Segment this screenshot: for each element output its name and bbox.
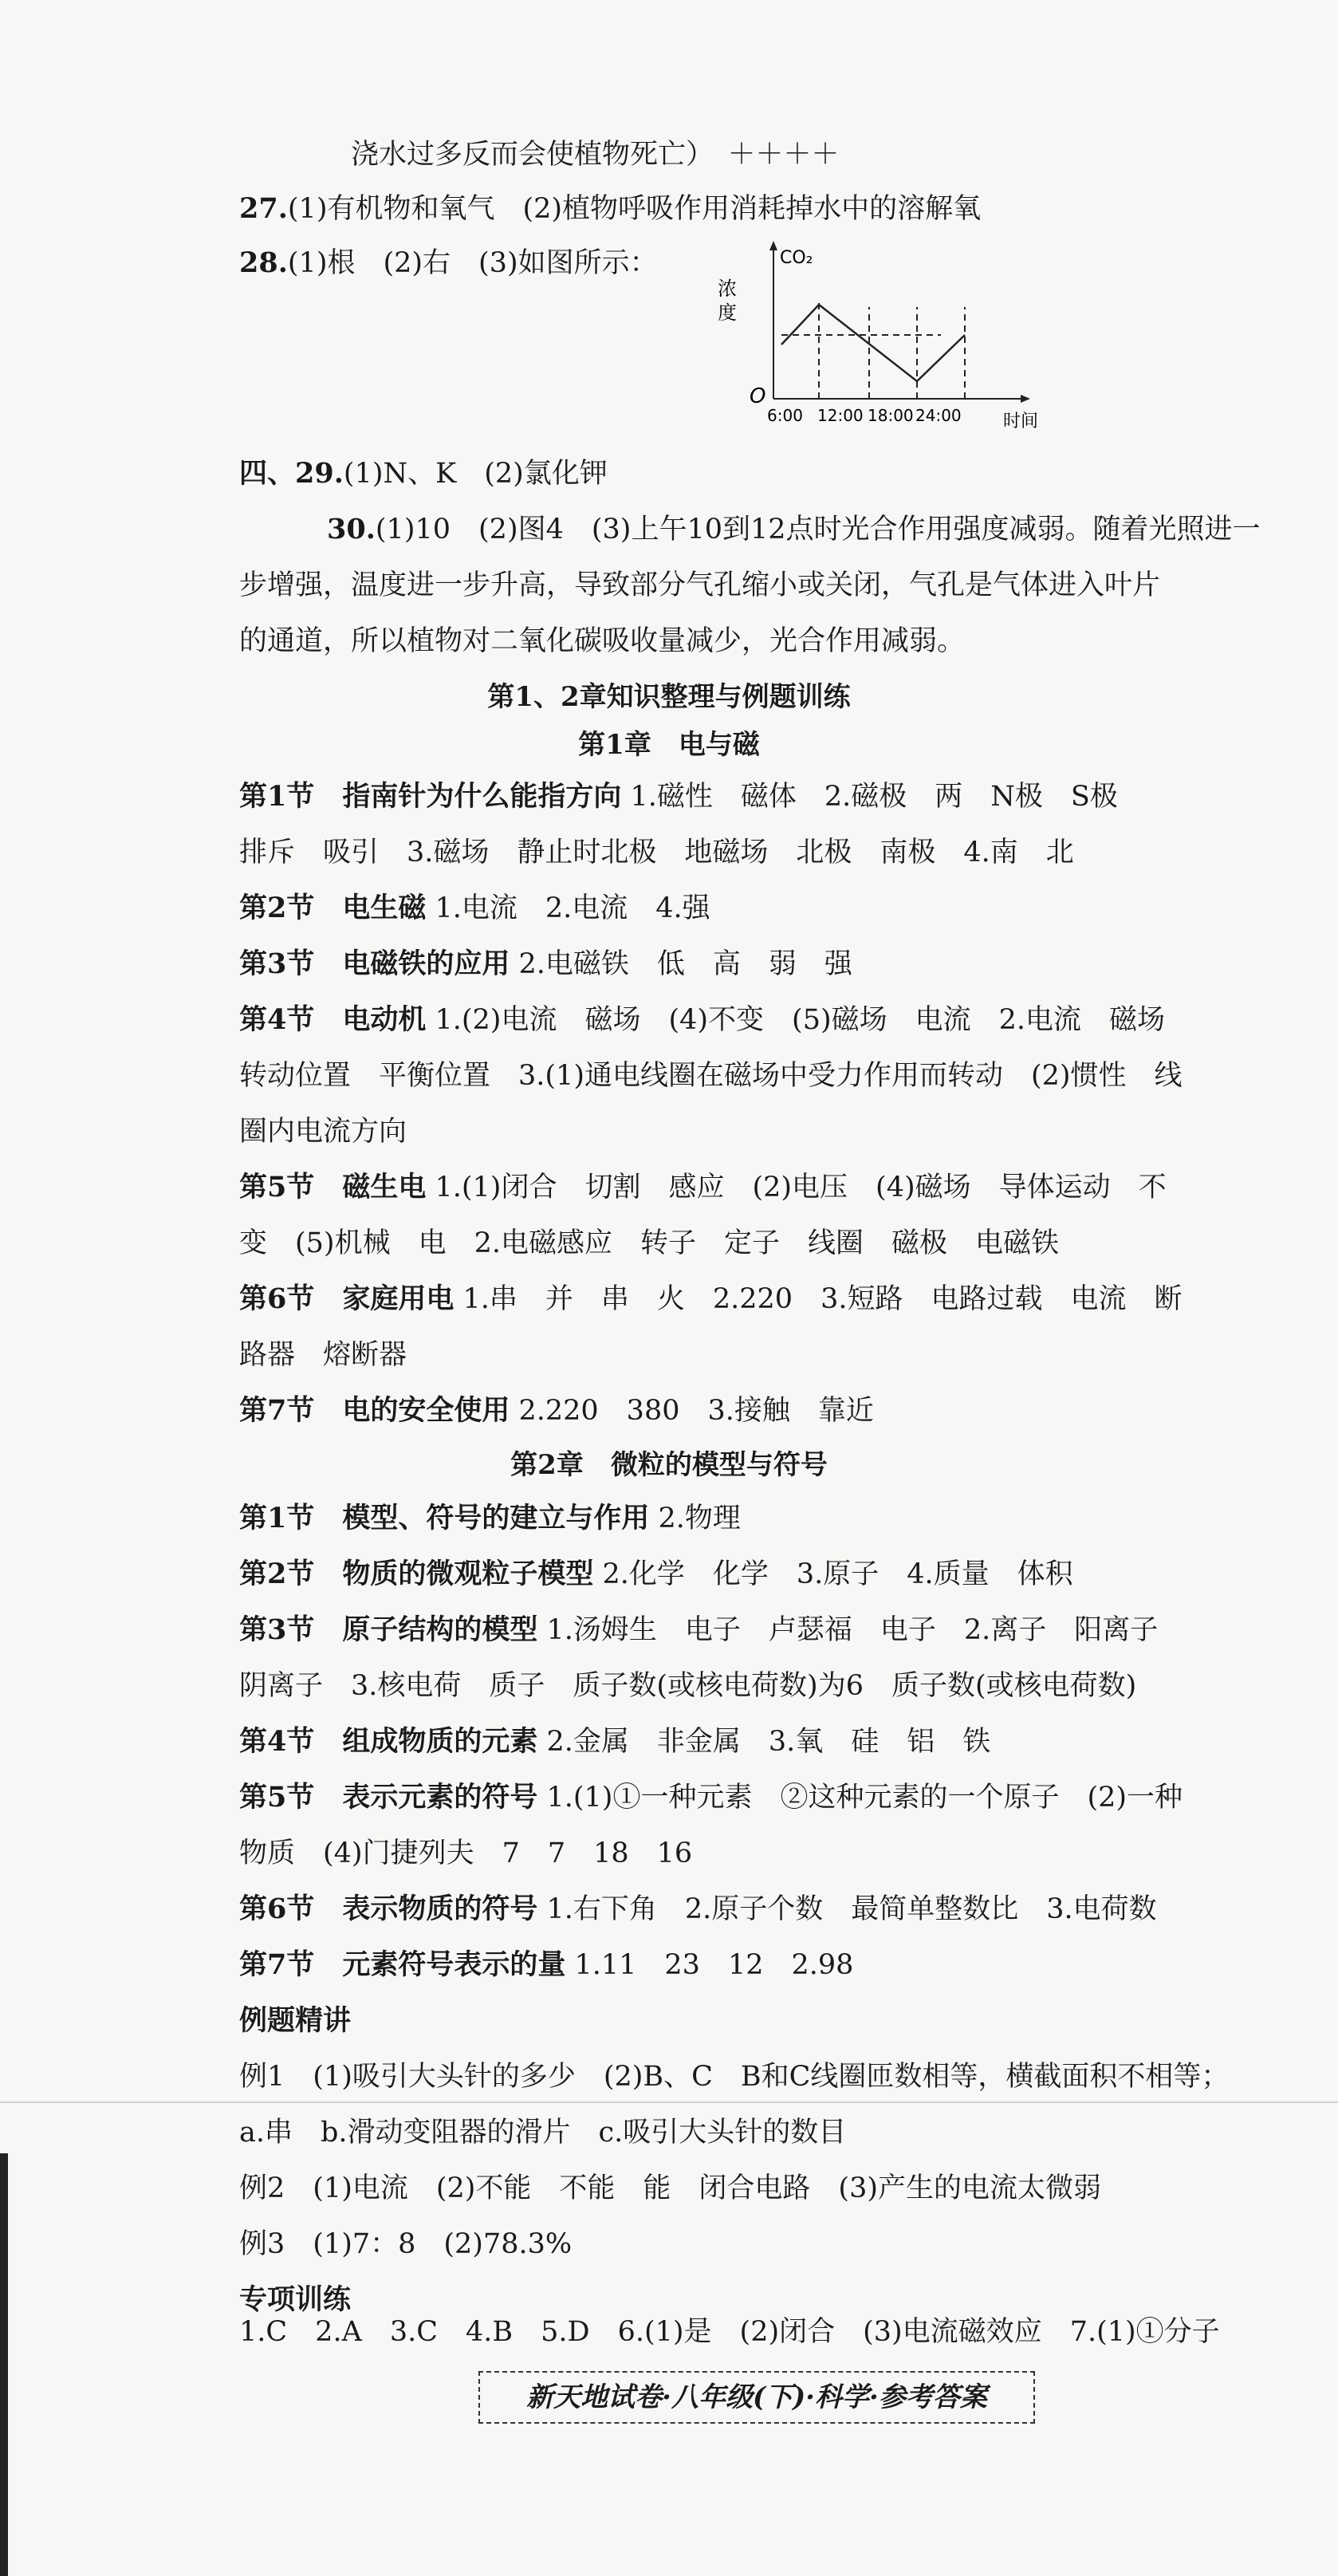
chart-y-label-1: 浓 — [718, 278, 737, 300]
answer-text: 例3 (1)7：8 (2)78.3% — [239, 2228, 573, 2260]
chapter-line — [239, 945, 852, 983]
answer-text: 2.金属 非金属 3.氧 硅 铝 铁 — [537, 1726, 991, 1758]
answer-line — [239, 622, 965, 660]
section-label: 第2节 电生磁 — [239, 892, 427, 924]
section-label: 第7节 元素符号表示的量 — [239, 1948, 566, 1981]
chapter-line — [239, 1057, 1183, 1095]
answer-text: (1)N、K (2)氯化钾 — [343, 458, 608, 490]
answer-text: 1.串 并 串 火 2.220 3.短路 电路过载 电流 断 — [454, 1283, 1183, 1315]
answer-text: 变 (5)机械 电 2.电磁感应 转子 定子 线圈 磁极 电磁铁 — [239, 1227, 1059, 1259]
chapter-line — [239, 1723, 990, 1761]
section-label: 第6节 表示物质的符号 — [239, 1893, 538, 1925]
chapter-line — [239, 1392, 874, 1430]
section-label: 第2节 物质的微观粒子模型 — [239, 1558, 594, 1590]
answer-text: (1)有机物和氧气 (2)植物呼吸作用消耗掉水中的溶解氧 — [287, 193, 982, 225]
answer-text: 物质 (4)门捷列夫 7 7 18 16 — [239, 1837, 693, 1869]
chart-x-arrow — [1021, 395, 1030, 403]
footer-banner: 新天地试卷·八年级(下)·科学·参考答案 — [478, 2371, 1035, 2424]
answer-text: 的通道，所以植物对二氧化碳吸收量减少，光合作用减弱。 — [239, 625, 966, 657]
chart-origin: O — [750, 384, 766, 408]
training-title: 专项训练 — [239, 2283, 352, 2316]
chapter-line — [239, 1113, 407, 1151]
question-number: 30. — [327, 513, 376, 546]
chapter-line — [239, 889, 710, 928]
answer-text: 排斥 吸引 3.磁场 静止时北极 地磁场 北极 南极 4.南 北 — [239, 837, 1074, 869]
examples-title: 例题精讲 — [239, 2004, 352, 2037]
page-fold-line — [0, 2101, 1338, 2103]
answer-text: 阴离子 3.核电荷 质子 质子数(或核电荷数)为6 质子数(或核电荷数) — [239, 1670, 1137, 1702]
answer-text: 1.11 23 12 2.98 — [565, 1949, 854, 1981]
chart-x-label: 时间 — [1003, 412, 1039, 431]
example-line — [239, 2058, 1229, 2096]
question-number: 27. — [239, 192, 288, 225]
answer-text: 圈内电流方向 — [239, 1116, 407, 1148]
chapter-line — [239, 1834, 692, 1873]
section-label: 第5节 表示元素的符号 — [239, 1781, 538, 1814]
answer-line — [239, 190, 981, 228]
answer-text: 2.化学 化学 3.原子 4.质量 体积 — [593, 1558, 1073, 1590]
co2-concentration-chart — [702, 239, 1068, 431]
answer-text: 1.电流 2.电流 4.强 — [426, 892, 710, 924]
section-label: 第5节 磁生电 — [239, 1171, 427, 1203]
example-line — [239, 2113, 846, 2152]
answer-line — [239, 566, 1160, 605]
answer-text: 1.磁性 磁体 2.磁极 两 N极 S极 — [621, 781, 1118, 813]
chart-x-tick: 24:00 — [915, 406, 962, 425]
chapter-line — [239, 1946, 853, 1984]
answer-line — [327, 510, 1261, 549]
chart-x-tick: 6:00 — [767, 406, 803, 425]
chart-x-ticks — [767, 406, 962, 425]
chart-y-label-2: 度 — [718, 301, 737, 324]
left-edge-shadow — [0, 2153, 8, 2576]
chapter-line — [239, 1224, 1059, 1262]
section-label: 第1节 指南针为什么能指方向 — [239, 780, 622, 813]
chapter-line — [239, 1778, 1183, 1817]
section-label: 第6节 家庭用电 — [239, 1282, 455, 1315]
section-heading: 第1、2章知识整理与例题训练 — [487, 681, 851, 713]
answer-text: 浇水过多反而会使植物死亡） ＋＋＋＋ — [351, 139, 840, 171]
answer-text: 1.右下角 2.原子个数 最简单整数比 3.电荷数 — [537, 1893, 1157, 1925]
answer-text: 例2 (1)电流 (2)不能 不能 能 闭合电路 (3)产生的电流太微弱 — [239, 2172, 1102, 2204]
chapter-line — [239, 1001, 1165, 1039]
section-label: 第7节 电的安全使用 — [239, 1394, 510, 1427]
answer-text: 路器 熔断器 — [239, 1339, 407, 1371]
section-label: 第4节 电动机 — [239, 1003, 427, 1036]
chapter2-heading: 第2章 微粒的模型与符号 — [510, 1449, 828, 1481]
example-line — [239, 2225, 572, 2263]
question-number: 四、29. — [239, 457, 344, 490]
answer-text: 1.(1)①一种元素 ②这种元素的一个原子 (2)一种 — [537, 1782, 1183, 1814]
answer-line — [239, 244, 658, 282]
section-label: 第3节 电磁铁的应用 — [239, 947, 510, 980]
answer-text: 1.(2)电流 磁场 (4)不变 (5)磁场 电流 2.电流 磁场 — [426, 1004, 1166, 1036]
section-label: 第1节 模型、符号的建立与作用 — [239, 1502, 650, 1534]
section-label: 第3节 原子结构的模型 — [239, 1613, 538, 1646]
answer-text: a.串 b.滑动变阻器的滑片 c.吸引大头针的数目 — [239, 2117, 847, 2149]
answer-text: (1)10 (2)图4 (3)上午10到12点时光合作用强度减弱。随着光照进一 — [375, 514, 1261, 546]
chapter-line — [239, 1499, 741, 1538]
chapter-line — [239, 1890, 1157, 1928]
chart-dashed-lines — [781, 303, 965, 399]
chart-y-label-top: CO₂ — [780, 248, 813, 268]
chapter-line — [239, 1168, 1167, 1207]
section-label: 第4节 组成物质的元素 — [239, 1725, 538, 1758]
chart-x-tick: 12:00 — [817, 406, 864, 425]
answer-line — [351, 136, 840, 174]
answer-text: 2.220 380 3.接触 靠近 — [510, 1395, 874, 1427]
chapter-line — [239, 1667, 1136, 1705]
chapter-line — [239, 833, 1074, 872]
chapter1-heading: 第1章 电与磁 — [578, 729, 760, 761]
answer-text: 例1 (1)吸引大头针的多少 (2)B、C B和C线圈匝数相等，横截面积不相等； — [239, 2061, 1230, 2093]
answer-text: (1)根 (2)右 (3)如图所示： — [287, 247, 658, 279]
answer-text: 1.汤姆生 电子 卢瑟福 电子 2.离子 阳离子 — [537, 1614, 1159, 1646]
chapter-line — [239, 778, 1118, 816]
answer-text: 2.物理 — [649, 1503, 741, 1534]
chart-co2-curve — [781, 305, 965, 381]
chart-y-arrow — [769, 241, 777, 250]
training-answers: 1.C 2.A 3.C 4.B 5.D 6.(1)是 (2)闭合 (3)电流磁效应 7.(1)①分子 — [239, 2316, 1220, 2348]
chapter-line — [239, 1336, 407, 1374]
answer-text: 2.电磁铁 低 高 弱 强 — [510, 948, 852, 980]
answer-text: 转动位置 平衡位置 3.(1)通电线圈在磁场中受力作用而转动 (2)惯性 线 — [239, 1060, 1183, 1092]
chapter-line — [239, 1555, 1073, 1593]
answer-text: 步增强，温度进一步升高，导致部分气孔缩小或关闭，气孔是气体进入叶片 — [239, 569, 1161, 601]
answer-line — [239, 455, 608, 493]
question-number: 28. — [239, 246, 288, 279]
chapter-line — [239, 1280, 1182, 1318]
chapter-line — [239, 1611, 1158, 1649]
example-line — [239, 2169, 1101, 2208]
answer-text: 1.(1)闭合 切割 感应 (2)电压 (4)磁场 导体运动 不 — [426, 1172, 1167, 1203]
chart-x-tick: 18:00 — [868, 406, 914, 425]
